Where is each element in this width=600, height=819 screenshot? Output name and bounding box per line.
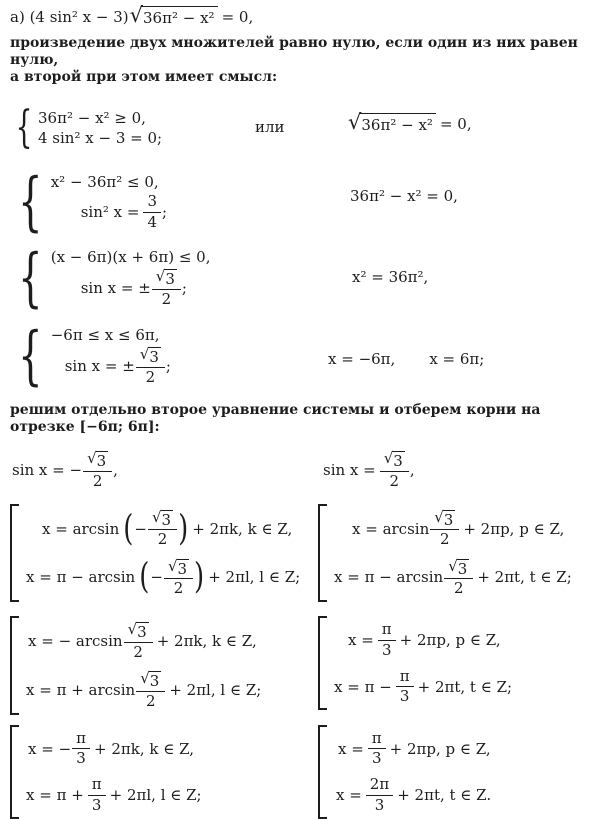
line-post: + 2πt, t ∈ Z;	[477, 568, 572, 587]
solutions-2-right-wrap	[318, 616, 512, 710]
radicand: 3	[137, 623, 147, 642]
line-pre: x = π +	[26, 786, 84, 804]
intro-paragraph-line-1: произведение двух множителей равно нулю, если один из них равен нулю,	[10, 35, 578, 68]
solutions-3-left-lines	[26, 725, 202, 819]
radicand: 3	[161, 510, 172, 529]
fraction-denominator: 2	[453, 579, 464, 597]
intro-paragraph-line-2: а второй при этом имеет смысл:	[10, 69, 278, 85]
fraction-numerator	[380, 450, 409, 472]
fraction	[143, 193, 161, 231]
open-paren-icon: (	[123, 508, 134, 549]
or-label: или	[255, 118, 285, 136]
system-2	[10, 165, 600, 239]
radical-expression	[448, 556, 469, 578]
system-1-row	[10, 102, 600, 153]
radicand: 3	[457, 559, 468, 578]
system-1-lines	[38, 109, 162, 147]
square-bracket-icon	[10, 504, 19, 603]
sin-equation-left	[12, 450, 600, 490]
solve-paragraph-text: решим отдельно второе уравнение системы и отберем корни на отрезке [−6π; 6π]:	[10, 402, 541, 435]
line-pre: x =	[348, 631, 374, 649]
fraction	[72, 730, 90, 768]
radical-sign-icon: √	[127, 620, 138, 639]
system-3-row	[10, 241, 600, 315]
system-4-row	[10, 319, 600, 393]
radical-sign-icon: √	[155, 267, 166, 286]
solutions-1-right	[318, 504, 572, 603]
sin-right-pre: sin x =	[323, 460, 376, 479]
open-paren-icon: (	[139, 557, 150, 598]
square-bracket-icon	[10, 725, 19, 819]
system-3-line-2-pre: sin x = ±	[80, 279, 151, 297]
square-bracket-icon	[318, 725, 327, 819]
line-pre: x = π − arcsin	[334, 568, 444, 587]
fraction-denominator: 2	[173, 579, 184, 597]
curly-brace-icon: {	[18, 241, 43, 315]
line-pre: x = arcsin	[352, 519, 430, 538]
solutions-3-right	[318, 725, 491, 819]
fraction-denominator: 2	[389, 471, 400, 490]
system-3	[10, 241, 600, 315]
radical-expression	[128, 622, 149, 641]
fraction-denominator: 3	[399, 687, 410, 705]
line-pre: x =	[338, 739, 364, 758]
radical-sign-icon: √	[348, 110, 362, 134]
solutions-2-right	[318, 616, 512, 710]
radical-sign-icon: √	[167, 556, 178, 575]
solutions-row-3	[10, 725, 600, 819]
fraction-denominator: 3	[374, 795, 385, 814]
fraction	[366, 776, 393, 814]
radical-expression	[151, 507, 173, 529]
line-pre: x = π −	[334, 677, 392, 696]
fraction	[430, 509, 459, 549]
radical-expression	[156, 269, 177, 288]
fraction-numerator	[124, 621, 153, 643]
sin-right-post: ,	[409, 460, 415, 479]
radicand: 3	[96, 452, 107, 470]
square-bracket-icon	[10, 616, 19, 715]
system-3-lines	[51, 248, 211, 308]
fraction-numerator: π	[396, 668, 414, 687]
fraction-numerator	[83, 450, 112, 472]
radical-expression	[140, 671, 161, 690]
solutions-3-right-lines	[334, 725, 491, 819]
system-2-lines	[51, 173, 167, 231]
radicand: 3	[149, 672, 160, 690]
system-4-lines	[51, 326, 171, 386]
sin-equation-right	[323, 450, 415, 490]
fraction-numerator	[444, 558, 473, 580]
radical-sign-icon: √	[87, 449, 97, 467]
fraction-numerator: π	[368, 730, 386, 749]
minus-sign: −	[134, 519, 147, 538]
fraction	[148, 509, 177, 549]
line-post: + 2πp, p ∈ Z,	[389, 739, 491, 758]
radical-sign-icon: √	[140, 669, 150, 687]
line-pre: x = −	[28, 739, 72, 758]
radical-expression	[348, 110, 436, 134]
square-bracket-icon	[318, 616, 327, 710]
solutions-row-1	[10, 504, 600, 603]
radicand: 3	[443, 510, 454, 529]
radical-sign-icon: √	[434, 507, 444, 526]
close-paren-icon: )	[194, 557, 205, 598]
equation-line-a	[10, 3, 600, 27]
fraction-denominator: 2	[157, 530, 168, 549]
system-3-line-2-post: ;	[181, 279, 187, 297]
radical-expression	[384, 451, 405, 470]
solutions-1-left-lines	[26, 504, 300, 603]
system-2-right-equation	[350, 187, 458, 205]
system-2-row	[10, 165, 600, 239]
radical-sign-icon: √	[383, 449, 394, 467]
radical-expression	[129, 3, 218, 27]
fraction-denominator: 2	[92, 471, 103, 490]
solutions-1-right-lines	[334, 504, 572, 603]
line-pre: x = π + arcsin	[26, 680, 136, 699]
system-1	[10, 102, 600, 153]
fraction	[83, 450, 112, 490]
root-positive: x = 6π;	[429, 350, 485, 368]
solve-paragraph	[10, 402, 600, 436]
radical-sign-icon: √	[448, 556, 458, 575]
fraction	[136, 346, 165, 386]
radical-expression	[140, 347, 161, 366]
fraction-denominator: 2	[133, 642, 143, 661]
radical-sign-icon: √	[129, 3, 144, 27]
equation-text: x² = 36π²,	[352, 268, 429, 286]
radicand: 3	[165, 270, 175, 289]
radicand: 36π² − x²	[141, 6, 218, 27]
solutions-3-right-wrap	[318, 725, 491, 819]
system-2-line-2-post: ;	[162, 203, 168, 221]
fraction	[124, 621, 153, 661]
equation-text: 36π² − x² = 0,	[350, 187, 458, 205]
radicand: 3	[177, 559, 188, 578]
fraction-numerator	[136, 346, 165, 368]
line-post: + 2πk, k ∈ Z,	[156, 632, 257, 651]
line-post: + 2πt, t ∈ Z;	[417, 677, 513, 696]
radicand: 3	[393, 452, 403, 470]
square-bracket-icon	[318, 504, 327, 603]
line-post: + 2πp, p ∈ Z,	[463, 519, 565, 538]
fraction-denominator: 3	[76, 749, 86, 767]
fraction	[378, 621, 396, 659]
fraction-numerator: π	[72, 730, 90, 749]
radical-expression	[167, 556, 189, 578]
sin-equations-row	[10, 450, 600, 490]
system-2-line-2-pre: sin² x =	[80, 203, 140, 221]
fraction-numerator	[136, 670, 165, 692]
solutions-2-left-lines	[26, 616, 261, 715]
curly-brace-icon: {	[18, 319, 43, 393]
fraction	[164, 558, 193, 598]
line-post: + 2πt, t ∈ Z.	[397, 786, 492, 804]
fraction-denominator: 2	[440, 530, 450, 549]
solutions-3-left	[10, 725, 600, 819]
fraction	[368, 730, 386, 768]
radical-sign-icon: √	[151, 507, 162, 526]
system-4-line-1: −6π ≤ x ≤ 6π,	[50, 326, 160, 345]
root-negative: x = −6π,	[328, 350, 396, 368]
line-post: + 2πk, k ∈ Z,	[192, 519, 293, 538]
fraction-denominator: 2	[145, 691, 156, 710]
fraction	[152, 268, 181, 308]
fraction	[136, 670, 165, 710]
radical-expression	[434, 507, 455, 529]
radicand: 36π² − x²	[359, 113, 436, 134]
radicand: 3	[149, 348, 159, 367]
line-pre: x =	[336, 786, 362, 804]
fraction-numerator	[430, 509, 459, 531]
system-4	[10, 319, 600, 393]
fraction	[396, 668, 414, 706]
intro-paragraph	[10, 35, 600, 86]
sin-left-pre: sin x = −	[12, 460, 83, 479]
eq-a-suffix: = 0,	[221, 7, 254, 26]
line-pre: x = arcsin	[42, 519, 120, 538]
fraction-denominator: 4	[147, 212, 157, 231]
system-1-line-2: 4 sin² x − 3 = 0;	[38, 129, 163, 147]
equation-suffix: = 0,	[439, 114, 472, 133]
line-post: + 2πl, l ∈ Z;	[109, 786, 202, 804]
radical-sign-icon: √	[139, 345, 150, 364]
system-1-right-equation	[348, 110, 472, 134]
fraction-numerator	[164, 558, 193, 580]
line-pre: x = − arcsin	[28, 632, 123, 651]
fraction-denominator: 2	[161, 289, 172, 308]
line-pre: x = π − arcsin	[26, 568, 136, 587]
curly-brace-icon: {	[15, 102, 33, 153]
fraction-numerator: 3	[143, 193, 161, 212]
system-3-right-equation	[352, 268, 428, 286]
radical-expression	[87, 451, 108, 470]
system-4-line-2-post: ;	[165, 357, 171, 375]
system-4-line-2-pre: sin x = ±	[64, 357, 135, 375]
line-post: + 2πl, l ∈ Z;	[169, 680, 262, 699]
fraction-denominator: 3	[381, 640, 392, 659]
fraction-numerator: 2π	[366, 776, 393, 795]
solutions-2-right-lines	[334, 616, 512, 710]
fraction	[88, 776, 106, 814]
line-post: + 2πk, k ∈ Z,	[94, 739, 195, 758]
fraction-numerator: π	[378, 621, 396, 640]
line-post: + 2πl, l ∈ Z;	[208, 568, 301, 587]
equation-a	[10, 3, 600, 27]
fraction-numerator: π	[88, 776, 106, 795]
fraction-denominator: 2	[145, 367, 156, 386]
line-post: + 2πp, p ∈ Z,	[399, 631, 501, 649]
system-4-right-equations	[328, 350, 484, 368]
fraction-numerator	[152, 268, 181, 290]
eq-a-prefix: а) (4 sin² x − 3)	[10, 7, 129, 26]
system-2-line-1: x² − 36π² ≤ 0,	[50, 173, 159, 192]
fraction	[380, 450, 409, 490]
fraction-denominator: 3	[371, 749, 382, 767]
close-paren-icon: )	[178, 508, 189, 549]
curly-brace-icon: {	[18, 165, 43, 239]
system-3-line-1: (x − 6π)(x + 6π) ≤ 0,	[50, 248, 211, 267]
fraction	[444, 558, 473, 598]
solutions-row-2	[10, 616, 600, 715]
system-1-line-1: 36π² − x² ≥ 0,	[38, 109, 146, 127]
fraction-numerator	[148, 509, 177, 531]
solutions-1-right-wrap	[318, 504, 572, 603]
fraction-denominator: 3	[91, 795, 102, 814]
minus-sign: −	[150, 568, 163, 587]
sin-left-post: ,	[113, 460, 118, 479]
